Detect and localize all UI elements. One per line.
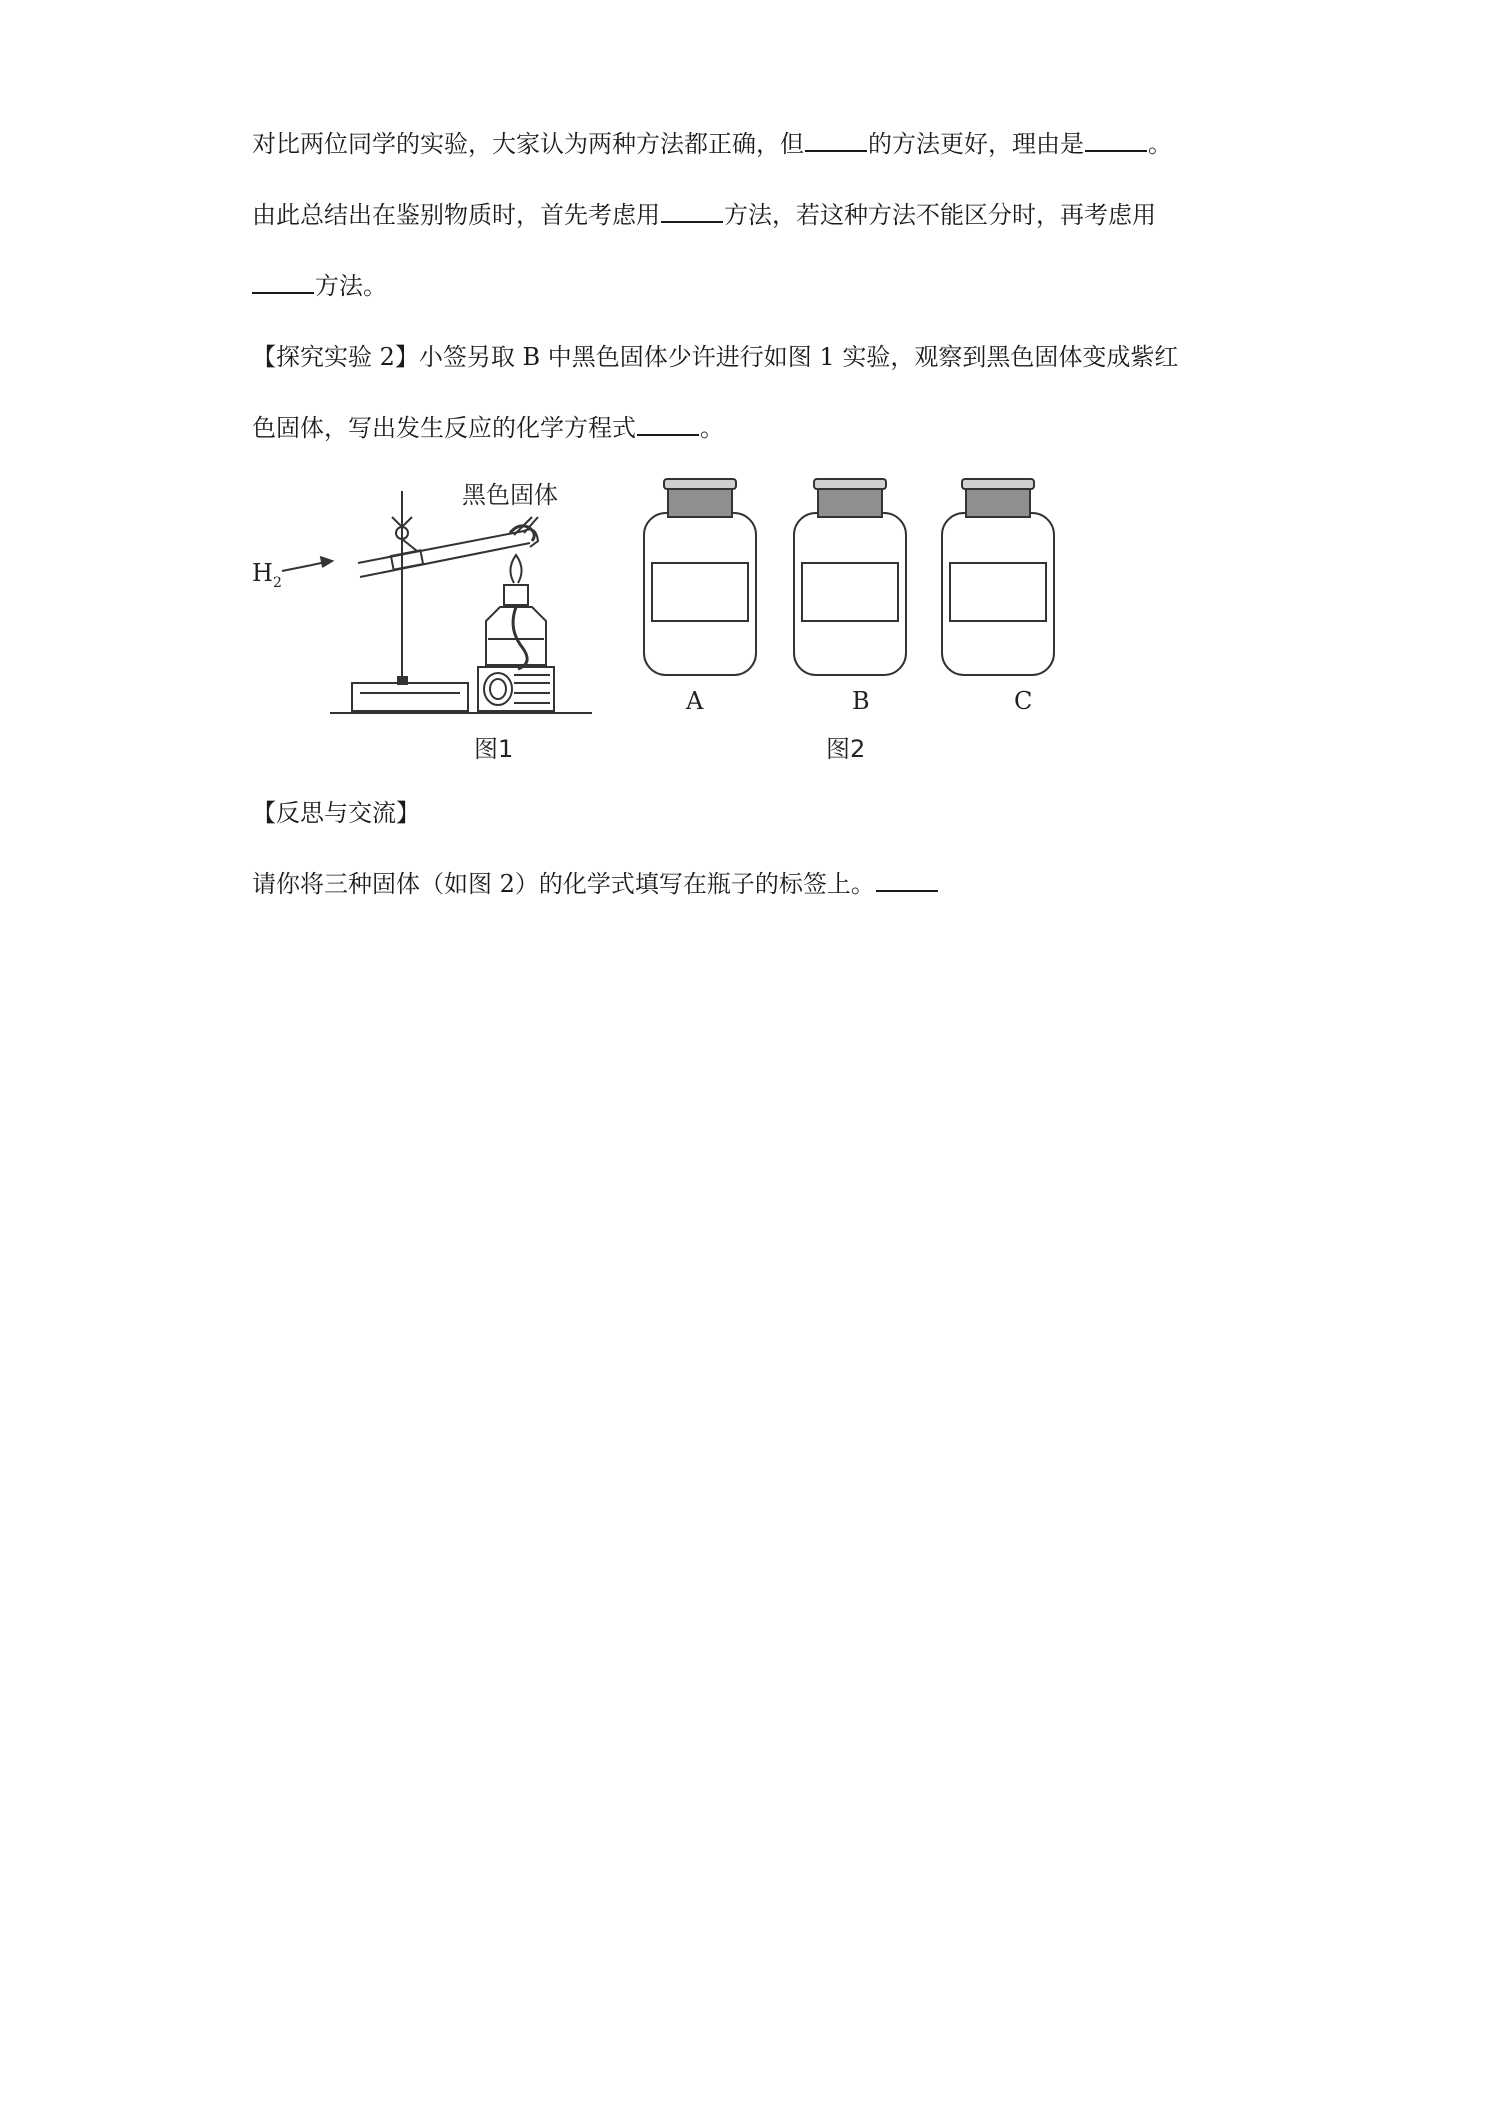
bottle-label-area [802, 563, 898, 621]
bottle-label-area [652, 563, 748, 621]
apparatus-illustration [252, 471, 1252, 771]
answer-blank[interactable] [805, 124, 867, 152]
figure-1-caption: 图1 [474, 735, 514, 763]
black-solid-label: 黑色固体 [462, 481, 558, 509]
paragraph-line-5 [252, 404, 1252, 452]
experiment-figure [252, 471, 1252, 771]
reagent-bottle [942, 479, 1054, 675]
paragraph-line-3 [252, 262, 1252, 310]
text-segment: 方法，若这种方法不能区分时，再考虑用 [724, 201, 1156, 229]
section-heading [252, 789, 1252, 837]
document-body [252, 120, 1252, 931]
reagent-bottle [794, 479, 906, 675]
answer-blank[interactable] [661, 195, 723, 223]
text-segment: 。 [1148, 130, 1172, 158]
bottle-label-b: B [852, 687, 870, 715]
figure-2-caption: 图2 [826, 735, 866, 763]
text-segment: 对比两位同学的实验，大家认为两种方法都正确，但 [252, 130, 804, 158]
final-question-line [252, 860, 1252, 908]
text-segment: 的方法更好，理由是 [868, 130, 1084, 158]
heading-text: 【反思与交流】 [252, 799, 420, 827]
text-segment: 请你将三种固体（如图 2）的化学式填写在瓶子的标签上。 [252, 870, 875, 898]
paragraph-line-4 [252, 333, 1252, 381]
text-segment: 【探究实验 2】小签另取 B 中黑色固体少许进行如图 1 实验，观察到黑色固体变成紫红 [252, 343, 1179, 371]
text-segment: 。 [700, 414, 724, 442]
text-segment: 由此总结出在鉴别物质时，首先考虑用 [252, 201, 660, 229]
bottle-label-a: A [686, 687, 704, 715]
answer-blank[interactable] [637, 408, 699, 436]
reagent-bottle [644, 479, 756, 675]
paragraph-line-1 [252, 120, 1252, 168]
answer-blank[interactable] [1085, 124, 1147, 152]
reagent-bottles [644, 479, 1054, 675]
bottle-label-c: C [1014, 687, 1033, 715]
gas-label: $H_2$ [252, 559, 282, 591]
bottle-label-area [950, 563, 1046, 621]
answer-blank[interactable] [252, 266, 314, 294]
paragraph-line-2 [252, 191, 1252, 239]
text-segment: 方法。 [315, 272, 387, 300]
answer-blank[interactable] [876, 864, 938, 892]
text-segment: 色固体，写出发生反应的化学方程式 [252, 414, 636, 442]
